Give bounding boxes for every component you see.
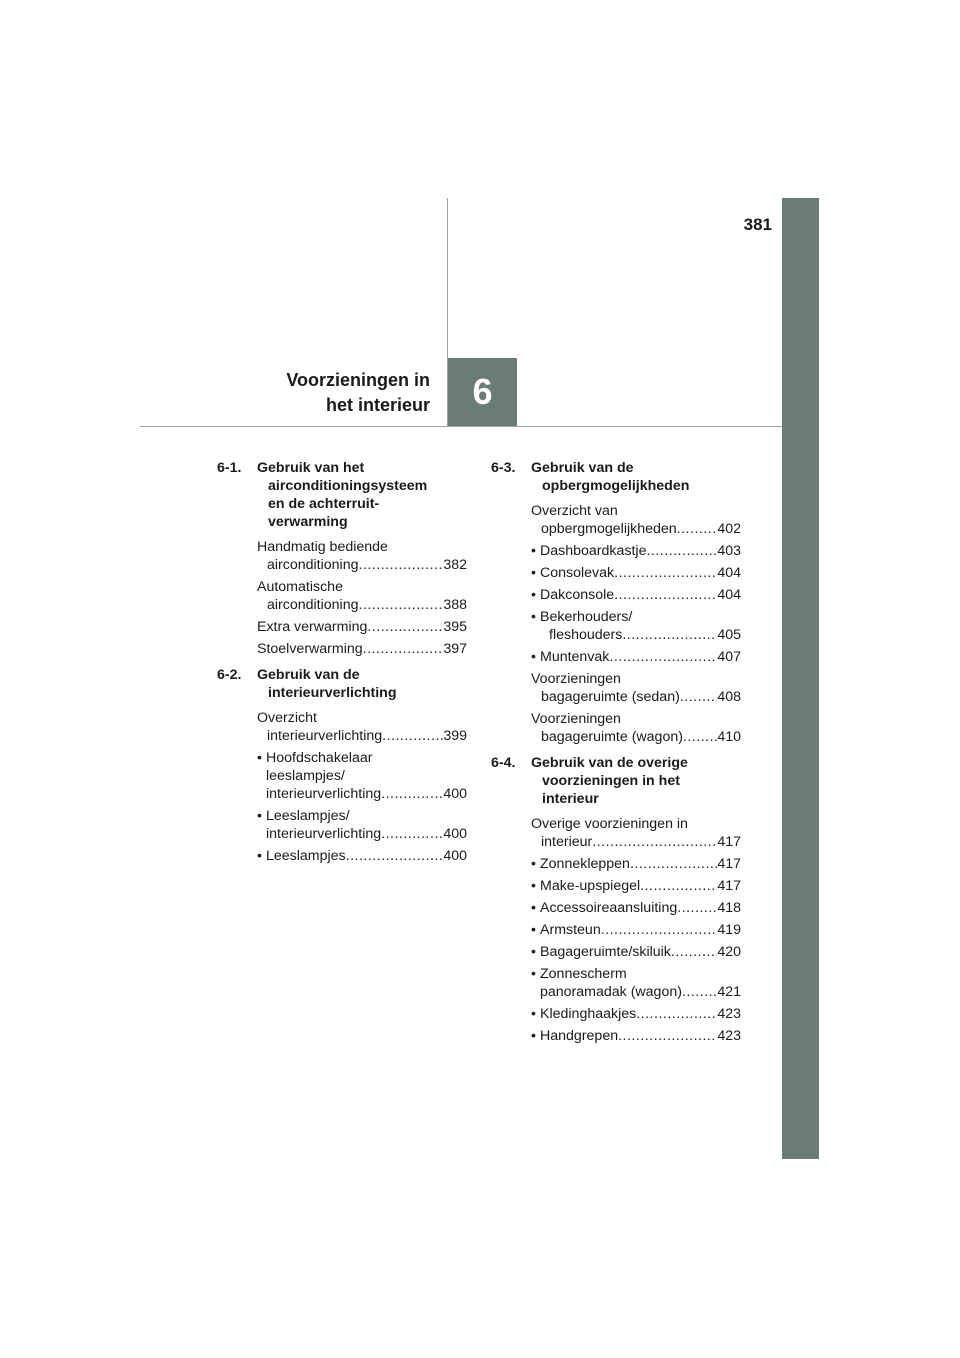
section-title-line: Gebruik van de overige (531, 755, 688, 771)
entry-label: Voorzieningen (531, 711, 621, 727)
entry-label: bagageruimte (sedan) (541, 689, 680, 705)
dot-leader (682, 983, 717, 1001)
toc-entry[interactable] (531, 586, 741, 604)
entry-label: opbergmogelijkheden (541, 521, 677, 537)
entry-page: 402 (717, 521, 741, 537)
entry-label: Kledinghaakjes (540, 1006, 637, 1022)
section-title-line: Gebruik van de (257, 667, 360, 683)
entry-page: 400 (443, 826, 467, 842)
entry-page: 417 (717, 878, 741, 894)
entry-page: 382 (443, 557, 467, 573)
toc-entry[interactable] (257, 640, 467, 658)
toc-entry[interactable] (531, 921, 741, 939)
dot-leader (671, 943, 717, 961)
toc-entry[interactable] (531, 564, 741, 582)
toc-entry[interactable] (531, 1005, 741, 1023)
entry-page: 417 (717, 834, 741, 850)
section-number: 6-4. (491, 755, 516, 771)
entry-label: Consolevak (540, 565, 615, 581)
toc-entry[interactable] (531, 710, 741, 746)
entry-label: fleshouders (549, 627, 623, 643)
section-title-line: Gebruik van het (257, 460, 365, 476)
toc-entry[interactable] (531, 965, 741, 1001)
dot-leader (592, 833, 717, 851)
bullet-icon: • (531, 966, 536, 982)
bullet-icon: • (531, 1028, 536, 1044)
entry-label: Overzicht (257, 710, 317, 726)
section-number: 6-2. (217, 667, 242, 683)
chapter-title-line1: Voorzieningen in (286, 370, 430, 390)
bullet-icon: • (257, 808, 262, 824)
entry-label: Handgrepen (540, 1028, 619, 1044)
entry-page: 418 (717, 900, 741, 916)
dot-leader (346, 847, 444, 865)
section-title-line: voorzieningen in het (542, 773, 680, 789)
entry-page: 410 (717, 729, 741, 745)
entry-label: Dakconsole (540, 587, 615, 603)
toc-entry[interactable] (257, 578, 467, 614)
dot-leader (367, 618, 443, 636)
page-number: 381 (743, 215, 772, 234)
dot-leader (636, 1005, 717, 1023)
dot-leader (614, 564, 717, 582)
entry-page: 404 (717, 587, 741, 603)
dot-leader (677, 520, 718, 538)
toc-entry[interactable] (531, 815, 741, 851)
toc-entry[interactable] (531, 943, 741, 961)
section-title-line: interieur (542, 791, 599, 807)
dot-leader (359, 596, 444, 614)
toc-entry[interactable] (257, 807, 467, 843)
dot-leader (640, 877, 717, 895)
entry-page: 405 (717, 627, 741, 643)
dot-leader (622, 626, 717, 644)
toc-entry[interactable] (531, 608, 741, 644)
entry-page: 423 (717, 1028, 741, 1044)
dot-leader (646, 542, 717, 560)
toc-right-column (491, 459, 741, 1049)
entry-page: 408 (717, 689, 741, 705)
chapter-title-line2: het interieur (325, 395, 430, 415)
entry-page: 421 (717, 984, 741, 1000)
toc-entry[interactable] (531, 502, 741, 538)
dot-leader (609, 648, 717, 666)
bullet-icon: • (531, 878, 536, 894)
section-title-line: Gebruik van de (531, 460, 634, 476)
entry-page: 397 (443, 641, 467, 657)
entry-label: Hoofdschakelaar (266, 750, 373, 766)
toc-entry[interactable] (531, 542, 741, 560)
bullet-icon: • (531, 649, 536, 665)
section-title-line: en de achterruit- (268, 496, 380, 512)
dot-leader (630, 855, 717, 873)
bullet-icon: • (531, 1006, 536, 1022)
bullet-icon: • (257, 750, 262, 766)
chapter-title (220, 368, 430, 418)
entry-label: Extra verwarming (257, 619, 368, 635)
toc-section-6-3[interactable] (491, 459, 741, 495)
bullet-icon: • (531, 856, 536, 872)
dot-leader (381, 785, 443, 803)
bullet-icon: • (531, 900, 536, 916)
entry-label: interieurverlichting (266, 786, 382, 802)
chapter-number: 6 (472, 371, 493, 412)
section-title-line: verwarming (268, 514, 348, 530)
entry-label: leeslampjes/ (266, 768, 345, 784)
toc-entry[interactable] (531, 1027, 741, 1045)
bullet-icon: • (531, 565, 536, 581)
section-title-line: opbergmogelijkheden (542, 478, 690, 494)
entry-page: 388 (443, 597, 467, 613)
dot-leader (359, 556, 444, 574)
entry-page: 400 (443, 786, 467, 802)
toc-entry[interactable] (531, 899, 741, 917)
dot-leader (363, 640, 444, 658)
toc-section-6-1[interactable] (217, 459, 467, 531)
toc-entry[interactable] (257, 749, 467, 803)
entry-label: Leeslampjes/ (266, 808, 350, 824)
dot-leader (677, 899, 717, 917)
bullet-icon: • (531, 609, 536, 625)
section-number: 6-1. (217, 460, 242, 476)
entry-label: interieur (541, 834, 593, 850)
toc-entry[interactable] (257, 618, 467, 636)
entry-label: Leeslampjes (266, 848, 346, 864)
dot-leader (680, 688, 718, 706)
toc-entry[interactable] (531, 877, 741, 895)
entry-label: Automatische (257, 579, 343, 595)
dot-leader (683, 728, 717, 746)
bullet-icon: • (531, 944, 536, 960)
entry-page: 395 (443, 619, 467, 635)
entry-label: Make-upspiegel (540, 878, 641, 894)
bullet-icon: • (257, 848, 262, 864)
entry-label: Overzicht van (531, 503, 618, 519)
bullet-icon: • (531, 922, 536, 938)
entry-label: Handmatig bediende (257, 539, 388, 555)
entry-label: Voorzieningen (531, 671, 621, 687)
toc-entry[interactable] (531, 670, 741, 706)
toc-section-6-2[interactable] (217, 666, 467, 702)
dot-leader (618, 1027, 717, 1045)
toc-left-column (217, 459, 467, 869)
toc-section-6-4[interactable] (491, 754, 741, 808)
section-title-line: interieurverlichting (268, 685, 397, 701)
entry-label: interieurverlichting (267, 728, 383, 744)
entry-label: Zonnescherm (540, 966, 627, 982)
entry-label: airconditioning (267, 557, 359, 573)
bullet-icon: • (531, 587, 536, 603)
entry-label: bagageruimte (wagon) (541, 729, 683, 745)
chapter-number-box (448, 358, 517, 426)
entry-label: Muntenvak (540, 649, 610, 665)
entry-label: Accessoireaansluiting (540, 900, 678, 916)
entry-page: 423 (717, 1006, 741, 1022)
entry-label: interieurverlichting (266, 826, 382, 842)
entry-label: Dashboardkastje (540, 543, 647, 559)
section-number: 6-3. (491, 460, 516, 476)
toc-entry[interactable] (257, 847, 467, 865)
entry-label: Bagageruimte/skiluik (540, 944, 671, 960)
entry-page: 403 (717, 543, 741, 559)
entry-page: 399 (443, 728, 467, 744)
toc-entry[interactable] (531, 648, 741, 666)
toc-entry[interactable] (257, 538, 467, 574)
entry-page: 420 (717, 944, 741, 960)
entry-label: Armsteun (540, 922, 601, 938)
toc-entry[interactable] (257, 709, 467, 745)
entry-label: Bekerhouders/ (540, 609, 633, 625)
section-title-line: airconditioningsysteem (268, 478, 428, 494)
header-horizontal-rule (140, 426, 782, 427)
dot-leader (601, 921, 718, 939)
entry-page: 400 (443, 848, 467, 864)
dot-leader (614, 586, 717, 604)
chapter-side-tab (782, 198, 819, 1159)
bullet-icon: • (531, 543, 536, 559)
entry-label: airconditioning (267, 597, 359, 613)
entry-page: 404 (717, 565, 741, 581)
entry-page: 417 (717, 856, 741, 872)
entry-label: panoramadak (wagon) (540, 984, 682, 1000)
dot-leader (381, 825, 443, 843)
entry-label: Zonnekleppen (540, 856, 630, 872)
entry-label: Overige voorzieningen in (531, 816, 688, 832)
entry-label: Stoelverwarming (257, 641, 363, 657)
dot-leader (382, 727, 443, 745)
entry-page: 419 (717, 922, 741, 938)
entry-page: 407 (717, 649, 741, 665)
toc-entry[interactable] (531, 855, 741, 873)
